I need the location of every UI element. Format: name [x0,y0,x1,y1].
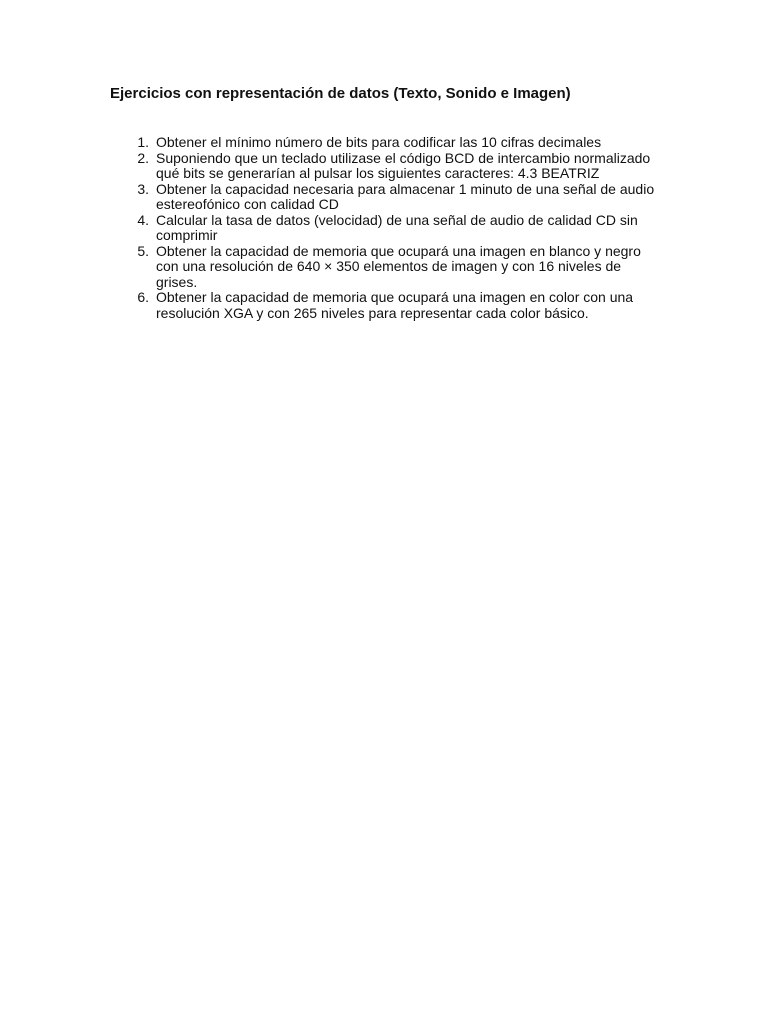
item-text: Obtener la capacidad de memoria que ocupará una imagen en blanco y negro con una resolución de 640 × 350 elementos de imagen y con 16 niveles de grises. [156,242,641,290]
item-text: Calcular la tasa de datos (velocidad) de una señal de audio de calidad CD sin comprimir [156,211,638,243]
exercise-item-6 [125,290,665,321]
item-number: 6. [137,289,149,305]
exercise-item-2 [125,151,665,182]
exercise-item-4 [125,213,665,244]
item-number: 4. [137,211,149,228]
item-number: 1. [137,134,149,150]
item-text: Suponiendo que un teclado utilizase el código BCD de intercambio normalizado qué bits se generarían al pulsar los siguientes caracteres: 4.3 BEATRIZ [156,149,651,181]
item-text: Obtener la capacidad necesaria para almacenar 1 minuto de una señal de audio estereofónico con calidad CD [156,180,655,212]
exercise-item-5 [125,244,665,291]
document-title: Ejercicios con representación de datos (Texto, Sonido e Imagen) [110,85,571,102]
item-text: Obtener la capacidad de memoria que ocupará una imagen en color con una resolución XGA y con 265 niveles para representar cada color básico. [156,289,634,321]
item-number: 5. [137,242,149,259]
item-number: 2. [137,149,149,166]
exercise-item-3 [125,182,665,213]
item-number: 3. [137,180,149,197]
exercise-item-1 [125,135,665,151]
exercise-list [125,135,665,321]
item-text: Obtener el mínimo número de bits para codificar las 10 cifras decimales [156,134,602,150]
